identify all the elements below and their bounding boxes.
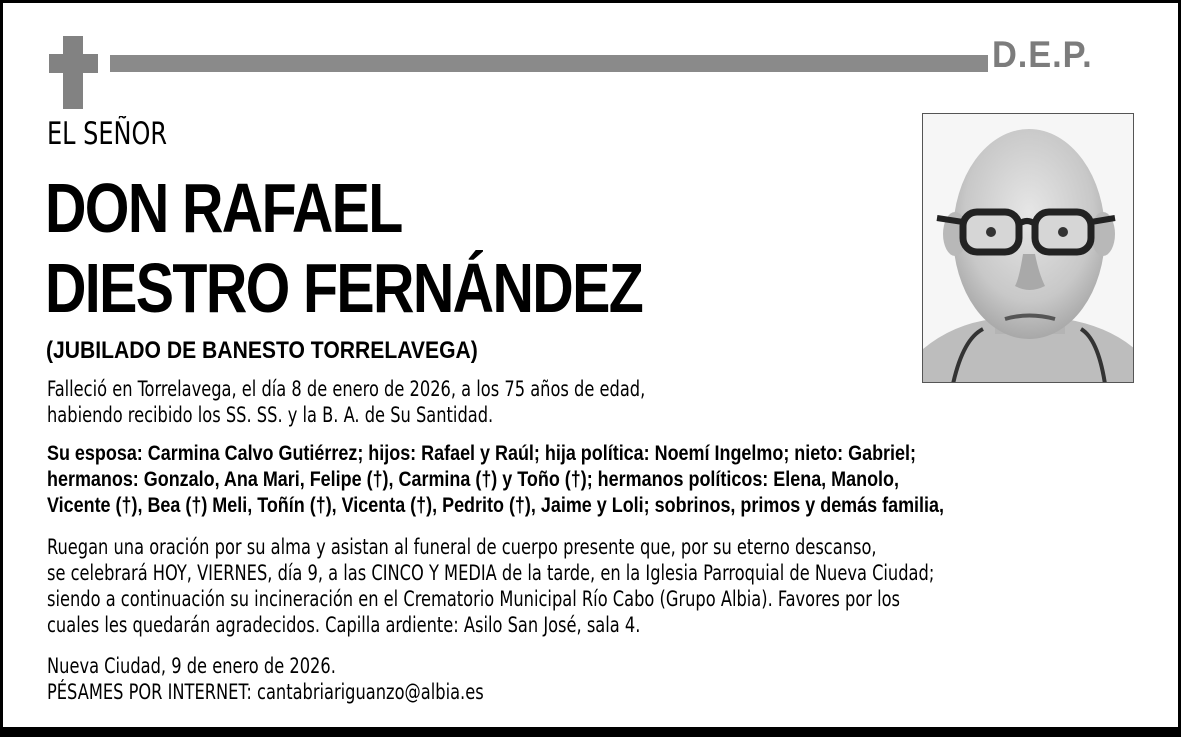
family-line: Su esposa: Carmina Calvo Gutiérrez; hijos: Rafael y Raúl; hija política: Noemí Ingelmo; nieto: Gabriel; <box>47 442 916 465</box>
place-date: Nueva Ciudad, 9 de enero de 2026. <box>47 654 336 678</box>
death-notice-line: Falleció en Torrelavega, el día 8 de enero de 2026, a los 75 años de edad, <box>47 377 646 401</box>
closing-paragraph <box>47 653 484 705</box>
portrait-photo <box>922 113 1134 383</box>
family-line: Vicente (†), Bea (†) Meli, Toñín (†), Vicenta (†), Pedrito (†), Jaime y Loli; sobrinos, primos y demás familia, <box>47 494 944 517</box>
funeral-line: se celebrará HOY, VIERNES, día 9, a las CINCO Y MEDIA de la tarde, en la Iglesia Parroquial de Nueva Ciudad; <box>47 561 935 585</box>
funeral-paragraph <box>47 534 934 638</box>
funeral-line: siendo a continuación su incineración en el Crematorio Municipal Río Cabo (Grupo Albia). Favores por los <box>47 587 901 611</box>
family-line: hermanos: Gonzalo, Ana Mari, Felipe (†), Carmina (†) y Toño (†); hermanos políticos: Elena, Manolo, <box>47 468 899 491</box>
honorific: EL SEÑOR <box>47 116 167 152</box>
dep-label: D.E.P. <box>992 34 1093 75</box>
condolences-email: PÉSAMES POR INTERNET: cantabriariguanzo@albia.es <box>47 680 484 704</box>
death-notice-line: habiendo recibido los SS. SS. y la B. A. de Su Santidad. <box>47 403 494 427</box>
family-paragraph <box>47 441 944 519</box>
name-line-1: DON RAFAEL <box>45 169 402 247</box>
occupation: (JUBILADO DE BANESTO TORRELAVEGA) <box>46 337 478 364</box>
funeral-line: Ruegan una oración por su alma y asistan al funeral de cuerpo presente que, por su eterno descanso, <box>47 535 877 559</box>
cross-icon-arm <box>49 54 98 73</box>
death-notice-paragraph <box>47 376 645 428</box>
portrait-image <box>923 114 1134 383</box>
bottom-border <box>0 727 1181 737</box>
deceased-name <box>45 168 642 328</box>
funeral-line: cuales les quedarán agradecidos. Capilla ardiente: Asilo San José, sala 4. <box>47 613 641 637</box>
name-line-2: DIESTRO FERNÁNDEZ <box>45 249 643 327</box>
header-rule <box>110 55 988 72</box>
